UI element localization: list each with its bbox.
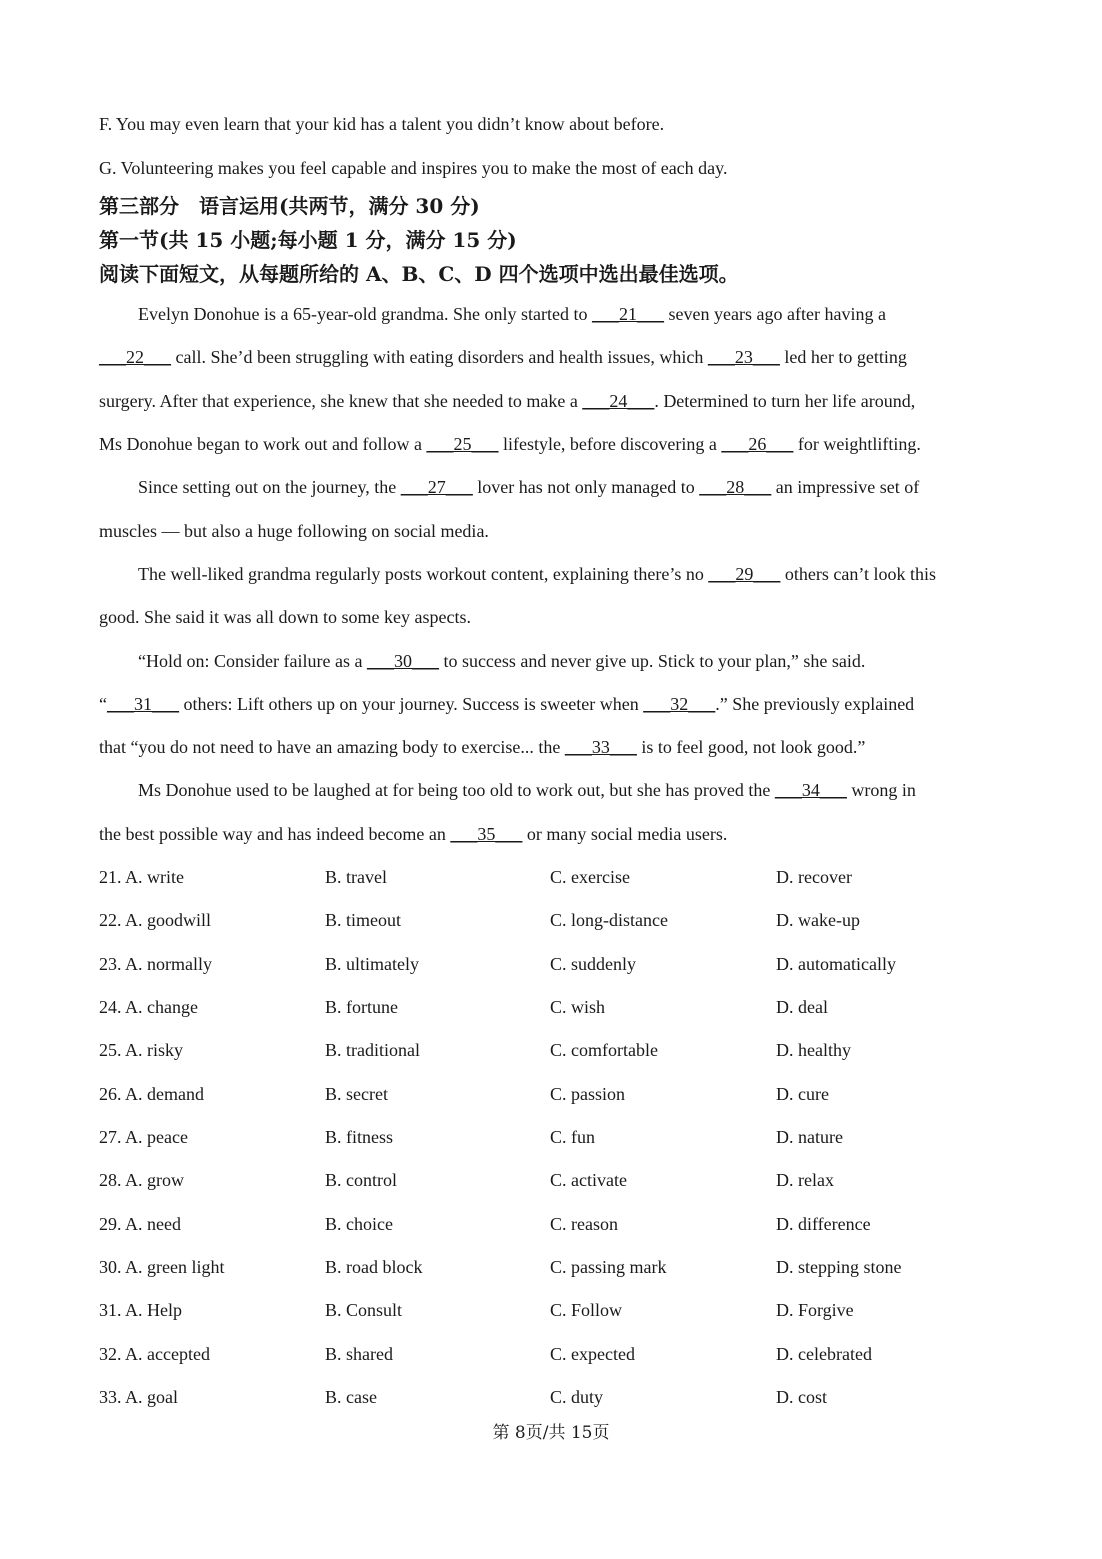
option-d: D. relax [776, 1170, 834, 1190]
option-a: 31. A. Help [99, 1300, 182, 1320]
passage-text: others can’t look this [780, 564, 937, 584]
option-a: 30. A. green light [99, 1257, 225, 1277]
passage-line [99, 345, 907, 369]
passage-text: led her to getting [779, 347, 907, 367]
blank-26: ___26___ [721, 434, 794, 454]
passage-line [99, 735, 865, 759]
passage-text: seven years ago after having a [664, 304, 886, 324]
option-b: B. travel [325, 867, 387, 887]
option-a: 26. A. demand [99, 1084, 204, 1104]
blank-30: ___30___ [366, 651, 439, 671]
blank-31: ___31___ [107, 694, 179, 714]
passage-text: Ms Donohue used to be laughed at for being too old to work out, but she has proved the [138, 780, 775, 800]
passage-text: wrong in [846, 780, 916, 800]
option-d: D. nature [776, 1127, 843, 1147]
option-g: G. Volunteering makes you feel capable and inspires you to make the most of each day. [99, 158, 728, 178]
option-f: F. You may even learn that your kid has a talent you didn’t know about before. [99, 114, 665, 134]
blank-25: ___25___ [426, 434, 499, 454]
option-b: B. timeout [325, 910, 401, 930]
option-b: B. fortune [325, 997, 398, 1017]
passage-line [138, 475, 919, 499]
option-c: C. exercise [550, 867, 630, 887]
passage-text: “ [99, 694, 107, 714]
option-d: D. cost [776, 1387, 827, 1407]
passage-text: is to feel good, not look good.” [636, 737, 866, 757]
option-b: B. Consult [325, 1300, 403, 1320]
blank-27: ___27___ [400, 477, 473, 497]
passage-text: surgery. After that experience, she knew that she needed to make a [99, 391, 583, 411]
passage-text: lover has not only managed to [472, 477, 700, 497]
option-b: B. fitness [325, 1127, 394, 1147]
option-c: C. Follow [550, 1300, 623, 1320]
option-d: D. recover [776, 867, 852, 887]
passage-line [138, 302, 886, 326]
passage-line: good. She said it was all down to some key aspects. [99, 607, 471, 627]
blank-32: ___32___ [643, 694, 716, 714]
option-a: 23. A. normally [99, 954, 212, 974]
passage-text: .” She previously explained [715, 694, 915, 714]
passage-line [99, 692, 914, 716]
option-d: D. deal [776, 997, 828, 1017]
passage-line [99, 389, 915, 413]
passage-text: . Determined to turn her life around, [654, 391, 916, 411]
option-c: C. comfortable [550, 1040, 658, 1060]
option-b: B. secret [325, 1084, 388, 1104]
part-heading: 第三部分 语言运用(共两节，满分 30 分) [99, 194, 480, 218]
option-c: C. reason [550, 1214, 618, 1234]
option-b: B. case [325, 1387, 377, 1407]
option-a: 33. A. goal [99, 1387, 178, 1407]
option-d: D. cure [776, 1084, 829, 1104]
instruction-heading: 阅读下面短文，从每题所给的 A、B、C、D 四个选项中选出最佳选项。 [99, 262, 739, 286]
blank-21: ___21___ [592, 304, 665, 324]
option-c: C. suddenly [550, 954, 637, 974]
passage-line [99, 432, 921, 456]
option-d: D. stepping stone [776, 1257, 902, 1277]
option-a: 29. A. need [99, 1214, 181, 1234]
option-c: C. passing mark [550, 1257, 667, 1277]
passage-text: or many social media users. [522, 824, 728, 844]
option-c: C. wish [550, 997, 606, 1017]
option-b: B. road block [325, 1257, 423, 1277]
passage-line [99, 822, 727, 846]
blank-29: ___29___ [708, 564, 781, 584]
passage-line [138, 562, 936, 586]
option-c: C. passion [550, 1084, 626, 1104]
section-heading: 第一节(共 15 小题;每小题 1 分，满分 15 分) [99, 228, 517, 252]
option-a: 32. A. accepted [99, 1344, 210, 1364]
passage-text: The well-liked grandma regularly posts workout content, explaining there’s no [138, 564, 709, 584]
passage-text: “Hold on: Consider failure as a [138, 651, 367, 671]
passage-text: others: Lift others up on your journey. Success is sweeter when [179, 694, 644, 714]
option-d: D. wake-up [776, 910, 860, 930]
blank-23: ___23___ [707, 347, 780, 367]
passage-text: Evelyn Donohue is a 65-year-old grandma. She only started to [138, 304, 593, 324]
passage-text: an impressive set of [771, 477, 920, 497]
option-c: C. expected [550, 1344, 635, 1364]
option-c: C. fun [550, 1127, 595, 1147]
blank-24: ___24___ [582, 391, 655, 411]
option-c: C. activate [550, 1170, 627, 1190]
option-a: 22. A. goodwill [99, 910, 212, 930]
passage-text: to success and never give up. Stick to your plan,” she said. [438, 651, 866, 671]
passage-line [138, 649, 865, 673]
option-b: B. control [325, 1170, 397, 1190]
blank-33: ___33___ [564, 737, 637, 757]
passage-line [138, 778, 916, 802]
blank-35: ___35___ [450, 824, 523, 844]
option-a: 27. A. peace [99, 1127, 188, 1147]
passage-text: lifestyle, before discovering a [498, 434, 722, 454]
passage-text: call. She’d been struggling with eating disorders and health issues, which [171, 347, 708, 367]
option-b: B. traditional [325, 1040, 420, 1060]
passage-text: for weightlifting. [793, 434, 921, 454]
option-d: D. Forgive [776, 1300, 854, 1320]
option-c: C. duty [550, 1387, 604, 1407]
passage-line: muscles — but also a huge following on social media. [99, 521, 489, 541]
option-d: D. healthy [776, 1040, 851, 1060]
option-c: C. long-distance [550, 910, 668, 930]
option-a: 28. A. grow [99, 1170, 184, 1190]
passage-text: Ms Donohue began to work out and follow a [99, 434, 427, 454]
page-footer: 第 8页/共 15页 [492, 1423, 610, 1443]
passage-text: that “you do not need to have an amazing body to exercise... the [99, 737, 565, 757]
blank-22: ___22___ [99, 347, 171, 367]
option-b: B. choice [325, 1214, 393, 1234]
blank-28: ___28___ [699, 477, 772, 497]
option-b: B. ultimately [325, 954, 419, 974]
option-d: D. celebrated [776, 1344, 872, 1364]
option-d: D. automatically [776, 954, 896, 974]
passage-text: Since setting out on the journey, the [138, 477, 401, 497]
option-a: 24. A. change [99, 997, 198, 1017]
passage-text: the best possible way and has indeed become an [99, 824, 451, 844]
option-a: 25. A. risky [99, 1040, 184, 1060]
option-a: 21. A. write [99, 867, 184, 887]
blank-34: ___34___ [774, 780, 847, 800]
option-d: D. difference [776, 1214, 871, 1234]
option-b: B. shared [325, 1344, 393, 1364]
